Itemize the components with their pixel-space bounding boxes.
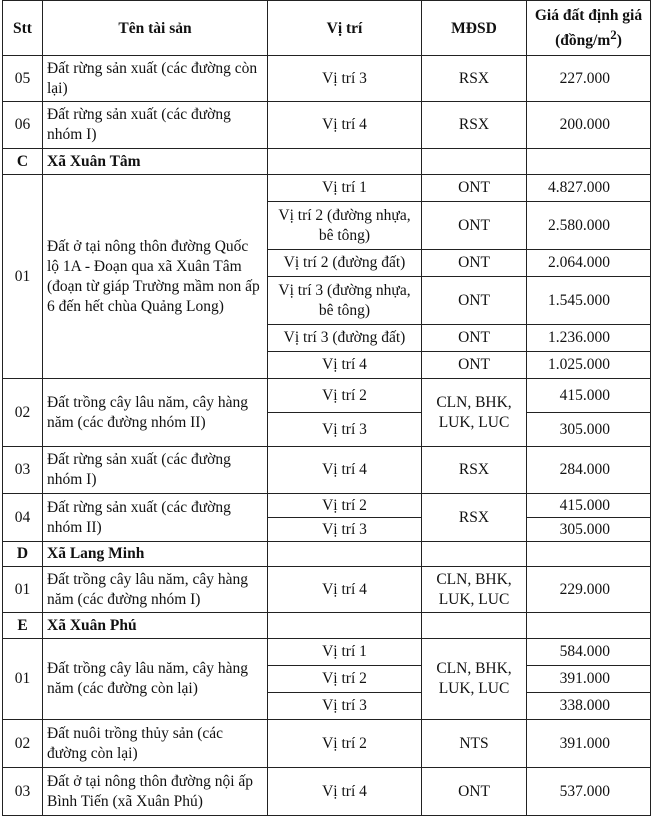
row-price: 229.000 — [527, 567, 651, 613]
row-asset-name: Đất ở tại nông thôn đường Quốc lộ 1A - Đoạn qua xã Xuân Tâm (đoạn từ giáp Trường mầm non ấp 6 đến hết chùa Quảng Long) — [43, 175, 268, 379]
row-price: 1.545.000 — [527, 277, 651, 325]
table-row — [3, 494, 651, 518]
row-stt: 01 — [3, 175, 43, 379]
row-land-use: CLN, BHK, LUK, LUC — [422, 379, 527, 447]
row-asset-name: Đất trồng cây lâu năm, cây hàng năm (các đường nhóm II) — [43, 379, 268, 447]
row-position: Vị trí 3 — [268, 693, 422, 720]
row-asset-name: Đất rừng sản xuất (các đường còn lại) — [43, 56, 268, 102]
row-position: Vị trí 3 — [268, 518, 422, 542]
row-position: Vị trí 4 — [268, 352, 422, 379]
row-price: 415.000 — [527, 379, 651, 413]
row-position: Vị trí 2 — [268, 666, 422, 693]
header-price — [527, 1, 651, 56]
row-position: Vị trí 4 — [268, 567, 422, 613]
row-stt: 01 — [3, 567, 43, 613]
row-land-use: CLN, BHK, LUK, LUC — [422, 639, 527, 720]
row-asset-name: Đất nuôi trồng thủy sản (các đường còn lại) — [43, 720, 268, 768]
row-stt: 02 — [3, 720, 43, 768]
row-price: 227.000 — [527, 56, 651, 102]
row-position: Vị trí 2 (đường đất) — [268, 250, 422, 277]
empty-cell — [527, 149, 651, 175]
row-position: Vị trí 2 (đường nhựa, bê tông) — [268, 202, 422, 250]
row-asset-name: Đất ở tại nông thôn đường nội ấp Bình Tiến (xã Xuân Phú) — [43, 768, 268, 816]
row-price: 305.000 — [527, 518, 651, 542]
row-stt: 01 — [3, 639, 43, 720]
table-row — [3, 567, 651, 613]
row-price: 4.827.000 — [527, 175, 651, 202]
table-row — [3, 639, 651, 666]
row-land-use: ONT — [422, 250, 527, 277]
section-stt: E — [3, 613, 43, 639]
row-price: 1.236.000 — [527, 325, 651, 352]
row-land-use: RSX — [422, 102, 527, 149]
row-land-use: RSX — [422, 494, 527, 542]
row-price: 200.000 — [527, 102, 651, 149]
empty-cell — [422, 542, 527, 567]
row-land-use: RSX — [422, 447, 527, 494]
row-price: 391.000 — [527, 720, 651, 768]
empty-cell — [422, 613, 527, 639]
row-position: Vị trí 1 — [268, 175, 422, 202]
row-position: Vị trí 2 — [268, 494, 422, 518]
row-price: 2.064.000 — [527, 250, 651, 277]
row-position: Vị trí 3 (đường nhựa, bê tông) — [268, 277, 422, 325]
row-position: Vị trí 2 — [268, 379, 422, 413]
row-position: Vị trí 1 — [268, 639, 422, 666]
row-stt: 03 — [3, 447, 43, 494]
table-row — [3, 720, 651, 768]
row-asset-name: Đất rừng sản xuất (các đường nhóm I) — [43, 447, 268, 494]
table-header-row — [3, 1, 651, 56]
row-position: Vị trí 2 — [268, 720, 422, 768]
row-land-use: NTS — [422, 720, 527, 768]
row-stt: 06 — [3, 102, 43, 149]
table-row — [3, 56, 651, 102]
row-position: Vị trí 3 — [268, 56, 422, 102]
section-row — [3, 149, 651, 175]
row-position: Vị trí 3 (đường đất) — [268, 325, 422, 352]
row-land-use: ONT — [422, 277, 527, 325]
row-price: 415.000 — [527, 494, 651, 518]
row-land-use: ONT — [422, 175, 527, 202]
land-price-table — [2, 0, 651, 816]
section-title: Xã Lang Minh — [43, 542, 268, 567]
row-price: 2.580.000 — [527, 202, 651, 250]
row-stt: 04 — [3, 494, 43, 542]
row-price: 1.025.000 — [527, 352, 651, 379]
row-stt: 02 — [3, 379, 43, 447]
row-asset-name: Đất trồng cây lâu năm, cây hàng năm (các đường nhóm I) — [43, 567, 268, 613]
empty-cell — [422, 149, 527, 175]
row-land-use: RSX — [422, 56, 527, 102]
row-position: Vị trí 4 — [268, 768, 422, 816]
empty-cell — [268, 149, 422, 175]
header-price-sup: 2 — [610, 26, 617, 42]
row-land-use: CLN, BHK, LUK, LUC — [422, 567, 527, 613]
row-land-use: ONT — [422, 325, 527, 352]
section-title: Xã Xuân Phú — [43, 613, 268, 639]
row-stt: 05 — [3, 56, 43, 102]
row-position: Vị trí 3 — [268, 413, 422, 447]
row-asset-name: Đất rừng sản xuất (các đường nhóm I) — [43, 102, 268, 149]
header-asset-name: Tên tài sản — [43, 1, 268, 56]
empty-cell — [527, 613, 651, 639]
table-row — [3, 175, 651, 202]
empty-cell — [268, 613, 422, 639]
header-position: Vị trí — [268, 1, 422, 56]
row-land-use: ONT — [422, 202, 527, 250]
table-row — [3, 379, 651, 413]
header-stt: Stt — [3, 1, 43, 56]
row-asset-name: Đất rừng sản xuất (các đường nhóm II) — [43, 494, 268, 542]
row-price: 537.000 — [527, 768, 651, 816]
empty-cell — [527, 542, 651, 567]
section-stt: C — [3, 149, 43, 175]
header-land-use: MĐSD — [422, 1, 527, 56]
row-price: 391.000 — [527, 666, 651, 693]
header-price-end: ) — [616, 32, 622, 50]
row-price: 584.000 — [527, 639, 651, 666]
section-title: Xã Xuân Tâm — [43, 149, 268, 175]
table-row — [3, 102, 651, 149]
row-asset-name: Đất trồng cây lâu năm, cây hàng năm (các đường còn lại) — [43, 639, 268, 720]
row-price: 284.000 — [527, 447, 651, 494]
section-row — [3, 613, 651, 639]
row-land-use: ONT — [422, 768, 527, 816]
table-row — [3, 768, 651, 816]
row-land-use: ONT — [422, 352, 527, 379]
empty-cell — [268, 542, 422, 567]
section-stt: D — [3, 542, 43, 567]
section-row — [3, 542, 651, 567]
header-price-text: Giá đất định giá (đồng/m — [534, 6, 643, 50]
row-price: 338.000 — [527, 693, 651, 720]
row-position: Vị trí 4 — [268, 102, 422, 149]
table-row — [3, 447, 651, 494]
row-price: 305.000 — [527, 413, 651, 447]
row-position: Vị trí 4 — [268, 447, 422, 494]
row-stt: 03 — [3, 768, 43, 816]
